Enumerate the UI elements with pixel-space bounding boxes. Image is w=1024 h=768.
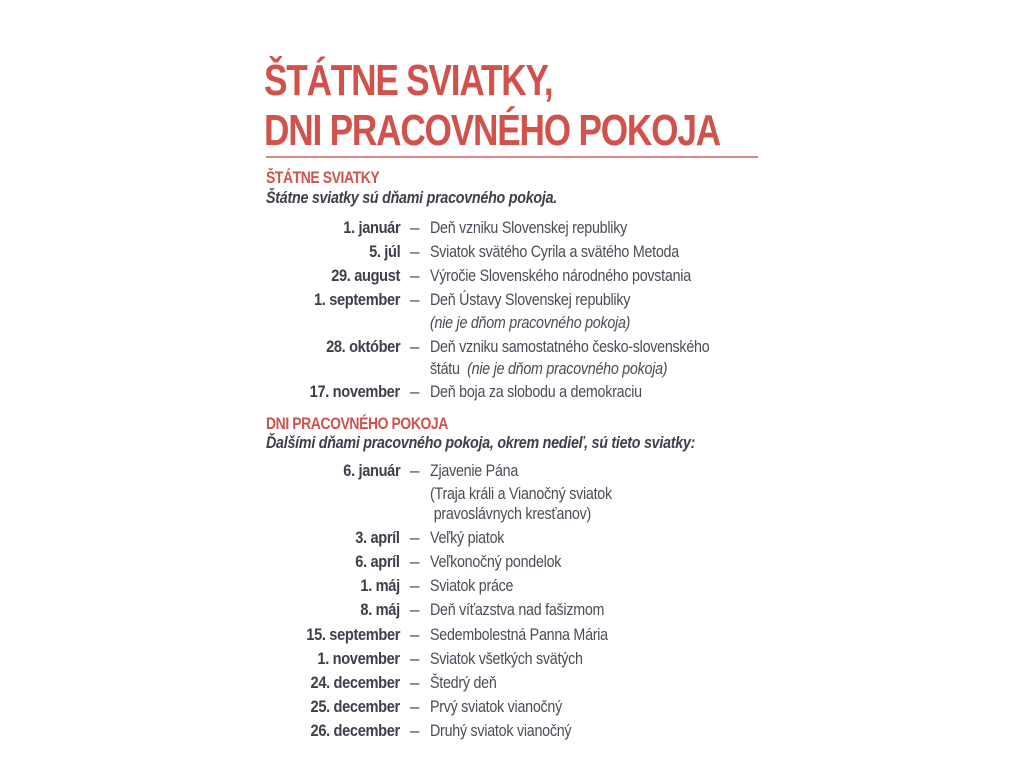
dash-separator: – xyxy=(410,266,420,285)
holiday-row xyxy=(0,720,1024,744)
holiday-row xyxy=(0,599,1024,623)
holiday-date: 8. máj xyxy=(360,600,400,619)
holiday-row xyxy=(0,381,1024,405)
holiday-description: Deň boja za slobodu a demokraciu xyxy=(430,382,642,401)
dash-separator: – xyxy=(410,673,420,692)
holiday-description: Deň víťazstva nad fašizmom xyxy=(430,600,605,619)
holiday-row xyxy=(0,265,1024,289)
holiday-date: 1. november xyxy=(317,649,400,668)
holiday-description: Deň Ústavy Slovenskej republiky xyxy=(430,290,631,309)
dash-separator: – xyxy=(410,697,420,716)
title-line-1: ŠTÁTNE SVIATKY, xyxy=(264,56,553,105)
holiday-description-continued: pravoslávnych kresťanov) xyxy=(430,504,591,523)
title-line-2: DNI PRACOVNÉHO POKOJA xyxy=(264,106,720,155)
holiday-description-continued xyxy=(430,358,667,380)
holiday-row xyxy=(0,336,1024,360)
holiday-description: Výročie Slovenského národného povstania xyxy=(430,266,691,285)
holiday-row xyxy=(0,217,1024,241)
holiday-description: Deň vzniku samostatného česko-slovenského xyxy=(430,337,710,356)
holiday-description-continued: (Traja králi a Vianočný sviatok xyxy=(430,484,612,503)
holiday-note: (nie je dňom pracovného pokoja) xyxy=(467,359,668,378)
holiday-description: Veľkonočný pondelok xyxy=(430,552,562,571)
holiday-description: Druhý sviatok vianočný xyxy=(430,721,572,740)
holiday-row xyxy=(0,696,1024,720)
holiday-row xyxy=(0,672,1024,696)
holiday-row xyxy=(0,551,1024,575)
holiday-description: Sedembolestná Panna Mária xyxy=(430,625,608,644)
holiday-row xyxy=(0,648,1024,672)
holiday-date: 1. september xyxy=(313,290,400,309)
holiday-description: Deň vzniku Slovenskej republiky xyxy=(430,218,627,237)
dash-separator: – xyxy=(410,337,420,356)
dash-separator: – xyxy=(410,552,420,571)
state-holidays-subtitle: Štátne sviatky sú dňami pracovného pokoja. xyxy=(266,188,557,207)
dash-separator: – xyxy=(410,721,420,740)
page-title xyxy=(264,56,720,156)
holiday-date: 6. január xyxy=(342,461,400,480)
dash-separator: – xyxy=(410,242,420,261)
holiday-date: 17. november xyxy=(309,382,400,401)
dash-separator: – xyxy=(410,290,420,309)
dash-separator: – xyxy=(410,461,420,480)
holiday-date: 1. máj xyxy=(360,576,400,595)
rest-days-subtitle: Ďalšími dňami pracovného pokoja, okrem nedieľ, sú tieto sviatky: xyxy=(266,433,696,452)
holiday-description: Sviatok svätého Cyrila a svätého Metoda xyxy=(430,242,679,261)
holiday-row xyxy=(0,527,1024,551)
holiday-date: 29. august xyxy=(331,266,400,285)
dash-separator: – xyxy=(410,528,420,547)
holiday-date: 15. september xyxy=(306,625,400,644)
state-holidays-heading: ŠTÁTNE SVIATKY xyxy=(266,168,380,187)
dash-separator: – xyxy=(410,382,420,401)
dash-separator: – xyxy=(410,625,420,644)
rest-days-heading: DNI PRACOVNÉHO POKOJA xyxy=(266,414,448,433)
holiday-row xyxy=(0,241,1024,265)
holiday-date: 26. december xyxy=(310,721,400,740)
holiday-description: Veľký piatok xyxy=(430,528,505,547)
dash-separator: – xyxy=(410,218,420,237)
holiday-row xyxy=(0,460,1024,484)
holiday-description: Prvý sviatok vianočný xyxy=(430,697,563,716)
holiday-description: Sviatok všetkých svätých xyxy=(430,649,583,668)
holiday-note: (nie je dňom pracovného pokoja) xyxy=(430,313,631,332)
holiday-date: 3. apríl xyxy=(355,528,400,547)
holiday-date: 28. október xyxy=(325,337,400,356)
holiday-date: 1. január xyxy=(342,218,400,237)
holiday-date: 25. december xyxy=(310,697,400,716)
holiday-row xyxy=(0,289,1024,313)
holiday-description: Zjavenie Pána xyxy=(430,461,519,480)
dash-separator: – xyxy=(410,649,420,668)
holiday-date: 24. december xyxy=(310,673,400,692)
holiday-description-part: štátu xyxy=(430,359,460,378)
holiday-description: Štedrý deň xyxy=(430,673,497,692)
holiday-row xyxy=(0,575,1024,599)
holiday-description: Sviatok práce xyxy=(430,576,514,595)
holiday-date: 5. júl xyxy=(368,242,400,261)
dash-separator: – xyxy=(410,600,420,619)
holiday-date: 6. apríl xyxy=(355,552,400,571)
holiday-row xyxy=(0,624,1024,648)
dash-separator: – xyxy=(410,576,420,595)
title-divider xyxy=(266,156,758,158)
